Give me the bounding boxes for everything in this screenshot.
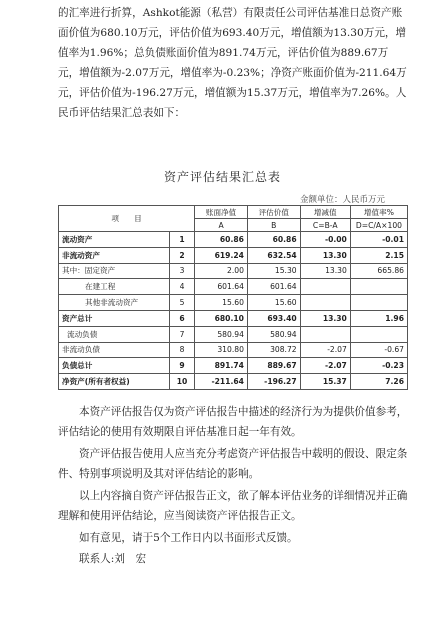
header-item: 项 目 (59, 206, 195, 232)
row-increase: 13.30 (300, 263, 350, 279)
table-row (59, 279, 408, 295)
valuation-summary-table (58, 205, 408, 390)
row-increase: -2.07 (300, 358, 350, 374)
row-no: 1 (169, 232, 194, 248)
row-name: 流动资产 (59, 232, 170, 248)
table-row (59, 263, 408, 279)
validity-paragraph: 本资产评估报告仅为资产评估报告中描述的经济行为为提供价值参考，评估结论的使用有效期限自评估基准日起一年有效。 (58, 406, 408, 438)
header-increase: 增减值 (300, 206, 350, 219)
row-assessed-value: 60.86 (247, 232, 300, 248)
row-book-value: 2.00 (195, 263, 248, 279)
row-no: 2 (169, 247, 194, 263)
row-name: 净资产(所有者权益) (59, 374, 170, 390)
row-name: 负债总计 (59, 358, 170, 374)
row-name: 资产总计 (59, 310, 170, 326)
row-assessed-value: 308.72 (247, 342, 300, 358)
row-increase (300, 326, 350, 342)
row-increase: -2.07 (300, 342, 350, 358)
row-assessed-value: 580.94 (247, 326, 300, 342)
row-no: 3 (169, 263, 194, 279)
notice-paragraph: 资产评估报告使用人应当充分考虑资产评估报告中载明的假设、限定条件、特别事项说明及其对评估结论的影响。 (58, 448, 408, 480)
row-book-value: 310.80 (195, 342, 248, 358)
row-increase-rate (350, 279, 407, 295)
header-book-value: 账面净值 (195, 206, 248, 219)
row-name: 在建工程 (59, 279, 170, 295)
row-increase-rate: 7.26 (350, 374, 407, 390)
header-assessed-value: 评估价值 (247, 206, 300, 219)
header-increase-rate: 增值率% (350, 206, 407, 219)
row-assessed-value: 632.54 (247, 247, 300, 263)
row-increase-rate (350, 295, 407, 311)
row-name: 流动负债 (59, 326, 170, 342)
row-increase-rate: -0.67 (350, 342, 407, 358)
table-row (59, 247, 408, 263)
row-book-value: 60.86 (195, 232, 248, 248)
feedback-paragraph: 如有意见，请于5个工作日内以书面形式反馈。 (79, 532, 298, 544)
row-increase-rate: 665.86 (350, 263, 407, 279)
table-row (59, 310, 408, 326)
header-col-a: A (195, 219, 248, 232)
table-row (59, 358, 408, 374)
row-book-value: 680.10 (195, 310, 248, 326)
row-assessed-value: -196.27 (247, 374, 300, 390)
unit-label: 金额单位：人民币万元 (299, 195, 385, 205)
contact-line: 联系人:刘 宏 (79, 553, 147, 565)
table-row (59, 295, 408, 311)
row-increase (300, 295, 350, 311)
row-assessed-value: 15.30 (247, 263, 300, 279)
row-book-value: -211.64 (195, 374, 248, 390)
row-no: 7 (169, 326, 194, 342)
row-increase: 15.37 (300, 374, 350, 390)
row-no: 6 (169, 310, 194, 326)
row-name: 其他非流动资产 (59, 295, 170, 311)
table-row (59, 232, 408, 248)
row-no: 5 (169, 295, 194, 311)
row-book-value: 15.60 (195, 295, 248, 311)
intro-paragraph: 的汇率进行折算，Ashkot能源（私营）有限责任公司评估基准日总资产账面价值为680.10万元，评估价值为693.40万元，增值额为13.30万元，增值率为1.96%；总负债账面价值为891.74万元，评估价值为889.67万元，增值额为-2.07万元，增值率为-0.23%；净资产账面价值为-211.64万元，评估价值为-196.27万元，增值额为15.37万元，增值率为7.26%。人民币评估结果汇总表如下： (58, 7, 407, 119)
table-row (59, 342, 408, 358)
row-name: 非流动资产 (59, 247, 170, 263)
row-name: 非流动负债 (59, 342, 170, 358)
row-increase: 13.30 (300, 247, 350, 263)
row-increase-rate (350, 326, 407, 342)
row-increase (300, 279, 350, 295)
table-caption: 资产评估结果汇总表 (163, 170, 281, 184)
table-row (59, 326, 408, 342)
row-name: 其中：固定资产 (59, 263, 170, 279)
row-no: 9 (169, 358, 194, 374)
header-col-b: B (247, 219, 300, 232)
row-increase: 13.30 (300, 310, 350, 326)
row-increase-rate: -0.01 (350, 232, 407, 248)
row-assessed-value: 15.60 (247, 295, 300, 311)
row-increase-rate: 1.96 (350, 310, 407, 326)
row-no: 10 (169, 374, 194, 390)
row-book-value: 619.24 (195, 247, 248, 263)
header-col-c: C=B-A (300, 219, 350, 232)
table-row (59, 374, 408, 390)
row-book-value: 891.74 (195, 358, 248, 374)
row-book-value: 580.94 (195, 326, 248, 342)
row-increase: -0.00 (300, 232, 350, 248)
row-no: 4 (169, 279, 194, 295)
row-no: 8 (169, 342, 194, 358)
excerpt-paragraph: 以上内容摘自资产评估报告正文，欲了解本评估业务的详细情况并正确理解和使用评估结论，应当阅读资产评估报告正文。 (58, 490, 408, 522)
header-col-d: D=C/A×100 (350, 219, 407, 232)
row-increase-rate: 2.15 (350, 247, 407, 263)
row-assessed-value: 693.40 (247, 310, 300, 326)
row-book-value: 601.64 (195, 279, 248, 295)
row-assessed-value: 601.64 (247, 279, 300, 295)
row-increase-rate: -0.23 (350, 358, 407, 374)
row-assessed-value: 889.67 (247, 358, 300, 374)
